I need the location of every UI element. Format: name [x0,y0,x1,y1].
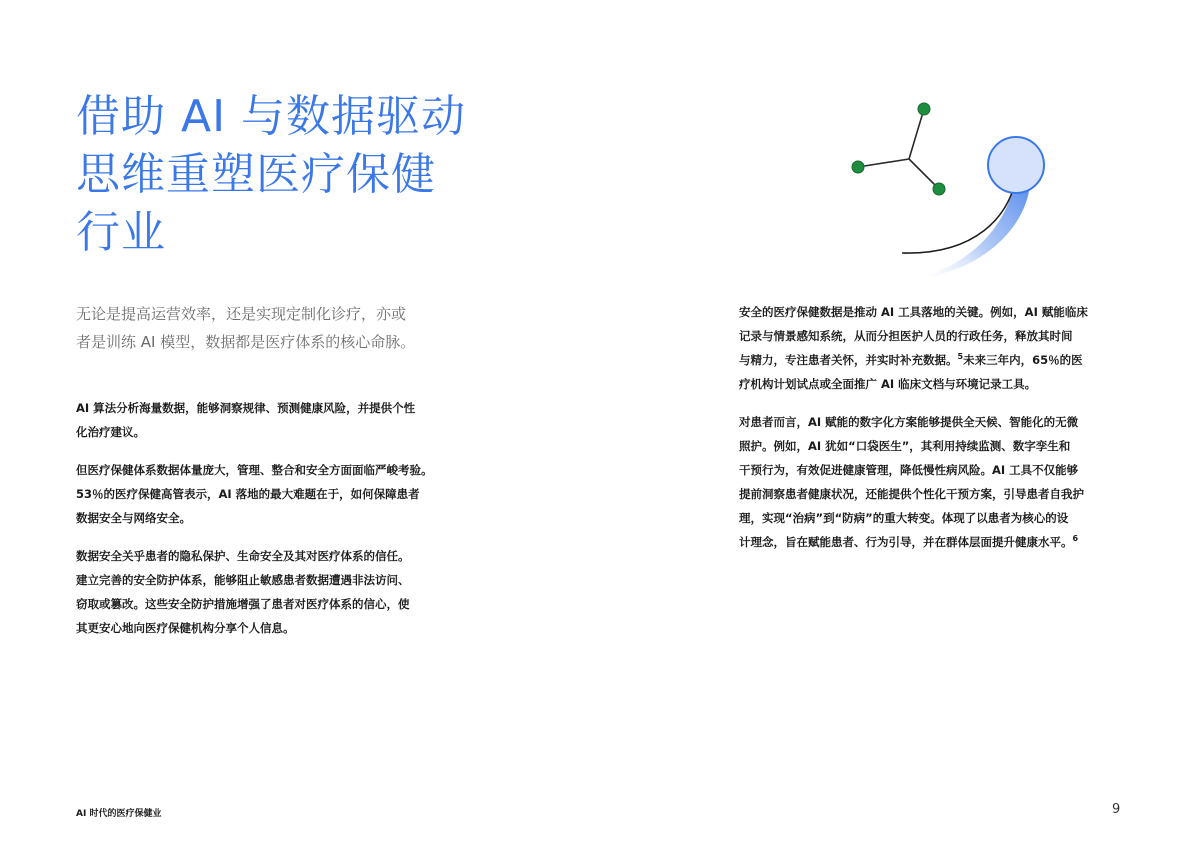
orb-swoosh-icon [902,137,1044,280]
text-line: 其更安心地向医疗保健机构分享个人信息。 [76,621,295,635]
footer-publication-title: AI 时代的医疗保健业 [76,809,162,819]
text-line: 疗机构计划试点或全面推广 AI 临床文档与环境记录工具。 [739,377,1037,391]
body-paragraph [76,544,476,640]
text-line: 窃取或篡改。这些安全防护措施增强了患者对医疗体系的信心，使 [76,597,410,611]
text-line: 记录与情景感知系统，从而分担医护人员的行政任务，释放其时间 [739,329,1073,343]
text-line: 化治疗建议。 [76,425,145,439]
footnote-ref[interactable]: 6 [1072,534,1079,544]
text-line: 53％的医疗保健高管表示，AI 落地的最大难题在于，如何保障患者 [76,487,420,501]
title-line: 行业 [76,207,166,258]
body-paragraph [76,458,476,530]
title-line: 借助 AI 与数据驱动 [76,91,467,142]
text-segment: 与精力，专注患者关怀，并实时补充数据。 [739,353,958,367]
body-paragraph [76,396,476,444]
text-line: AI 算法分析海量数据，能够洞察规律、预测健康风险，并提供个性 [76,401,416,415]
text-line: 对患者而言，AI 赋能的数字化方案能够提供全天候、智能化的无微 [739,415,1079,429]
network-illustration [840,95,1050,285]
text-line: 数据安全关乎患者的隐私保护、生命安全及其对医疗体系的信任。 [76,549,410,563]
text-line: 安全的医疗保健数据是推动 AI 工具落地的关键。例如，AI 赋能临床 [739,305,1088,319]
text-line: 数据安全与网络安全。 [76,511,191,525]
node-bottom [933,183,945,195]
text-line: 建立完善的安全防护体系，能够阻止敏感患者数据遭遇非法访问、 [76,573,410,587]
lead-line: 者是训练 AI 模型，数据都是医疗体系的核心命脉。 [76,333,416,351]
text-segment: 未来三年内，65％的医 [963,353,1083,367]
node-left [852,161,864,173]
network-nodes-icon [852,103,945,195]
body-paragraph [739,410,1159,554]
text-line: 提前洞察患者健康状况，还能提供个性化干预方案，引导患者自我护 [739,487,1084,501]
orb [988,137,1044,193]
text-line [739,530,1159,554]
page-number: 9 [1112,802,1121,817]
lead-line: 无论是提高运营效率，还是实现定制化诊疗，亦或 [76,305,407,323]
body-paragraph [739,300,1159,396]
text-line: 干预行为，有效促进健康管理，降低慢性病风险。AI 工具不仅能够 [739,463,1079,477]
footnote-ref[interactable]: 5 [957,352,964,362]
text-line: 但医疗保健体系数据体量庞大，管理、整合和安全方面面临严峻考验。 [76,463,433,477]
right-column [739,300,1159,568]
left-column [76,396,476,654]
text-segment: 计理念，旨在赋能患者、行为引导，并在群体层面提升健康水平。 [739,535,1073,549]
title-line: 思维重塑医疗保健 [76,149,436,200]
node-top [918,103,930,115]
lead-paragraph [76,300,476,356]
page-title [76,88,496,262]
text-line: 照护。例如，AI 犹如“口袋医生”，其利用持续监测、数字孪生和 [739,439,1071,453]
text-line [739,348,1159,372]
text-line: 理，实现“治病”到“防病”的重大转变。体现了以患者为核心的设 [739,511,1069,525]
